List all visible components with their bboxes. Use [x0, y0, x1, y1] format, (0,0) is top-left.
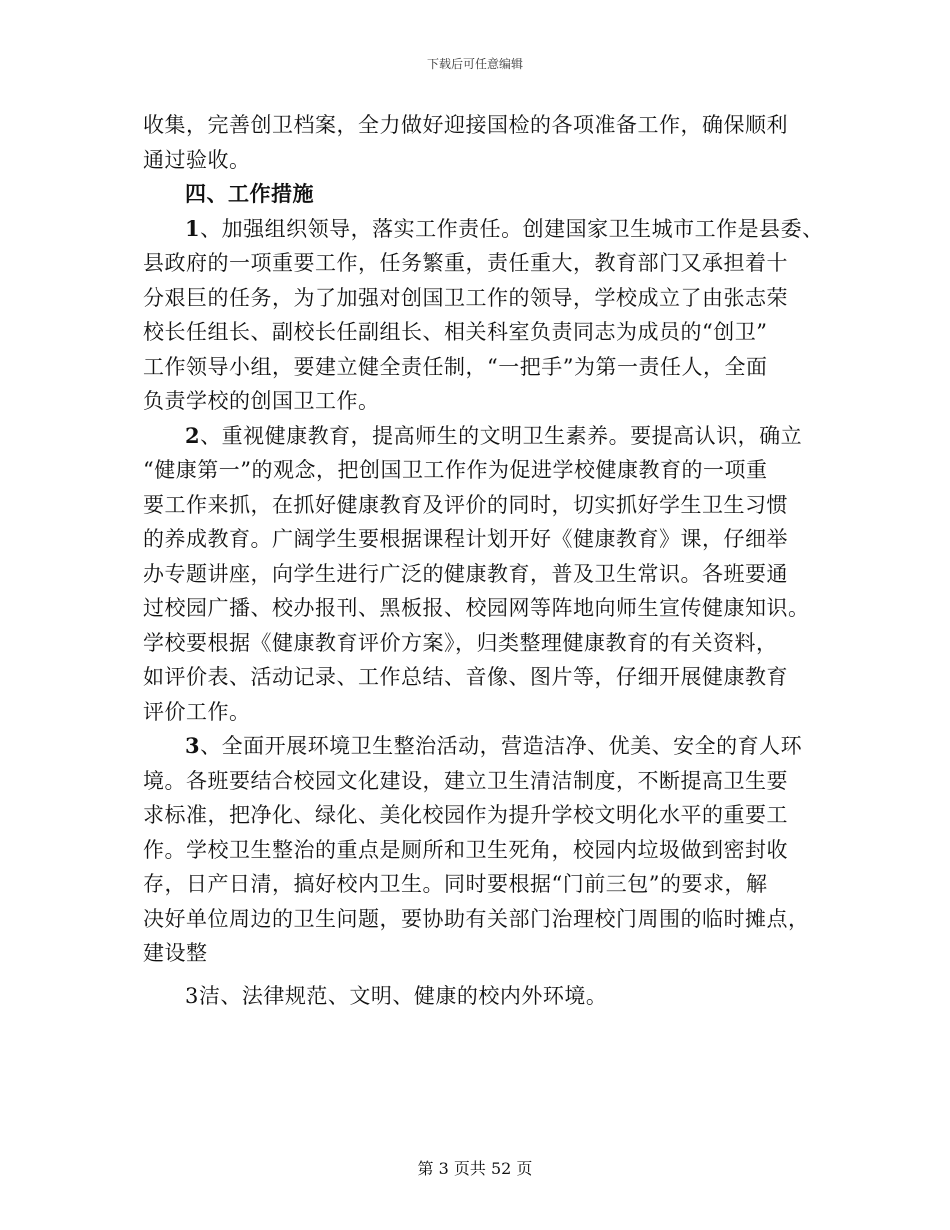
body-line: 建设整 — [143, 941, 208, 965]
body-line: 县政府的一项重要工作，任务繁重，责任重大，教育部门又承担着十 — [143, 251, 788, 275]
body-line: 决好单位周边的卫生问题，要协助有关部门治理校门周围的临时摊点， — [143, 906, 810, 931]
body-line: 过校园广播、校办报刊、黑板报、校园网等阵地向师生宣传健康知识。 — [143, 596, 810, 620]
body-line: 评价工作。 — [143, 699, 251, 724]
document-body — [143, 108, 823, 1013]
body-line: 分艰巨的任务，为了加强对创国卫工作的领导，学校成立了由张志荣 — [143, 285, 788, 310]
body-line: 办专题讲座，向学生进行广泛的健康教育，普及卫生常识。各班要通 — [143, 561, 788, 586]
page-number: 第 3 页共 52 页 — [417, 1159, 533, 1178]
body-line: 作。学校卫生整治的重点是厕所和卫生死角，校园内垃圾做到密封收 — [143, 837, 788, 862]
body-line: 工作领导小组，要建立健全责任制，“一把手”为第一责任人，全面 — [143, 354, 768, 379]
body-line: 要工作来抓，在抓好健康教育及评价的同时，切实抓好学生卫生习惯 — [143, 492, 788, 517]
body-line: 校长任组长、副校长任副组长、相关科室负责同志为成员的“创卫” — [143, 320, 768, 344]
body-line: 收集，完善创卫档案，全力做好迎接国检的各项准备工作，确保顺利 — [143, 113, 788, 137]
section-heading: 四、工作措施 — [185, 181, 314, 206]
measure-number: 1 — [185, 215, 201, 241]
measure-number: 3 — [185, 733, 201, 758]
measure-text: 、加强组织领导，落实工作责任。创建国家卫生城市工作是县委、 — [200, 216, 824, 241]
measure-number: 2 — [185, 422, 201, 448]
measure-3-first-line — [143, 729, 823, 764]
measure-text: 、全面开展环境卫生整治活动，营造洁净、优美、安全的育人环 — [200, 734, 803, 758]
body-line: 通过验收。 — [143, 147, 251, 172]
header-note: 下载后可任意编辑 — [426, 57, 523, 71]
body-line: 境。各班要结合校园文化建设，建立卫生清洁制度，不断提高卫生要 — [143, 768, 788, 793]
continuation-line: 3洁、法律规范、文明、健康的校内外环境。 — [185, 983, 608, 1008]
body-line: “健康第一”的观念，把创国卫工作作为促进学校健康教育的一项重 — [143, 458, 768, 482]
body-line: 学校要根据《健康教育评价方案》，归类整理健康教育的有关资料， — [143, 630, 778, 655]
body-line: 负责学校的创国卫工作。 — [143, 389, 380, 413]
body-line: 求标准，把净化、绿化、美化校园作为提升学校文明化水平的重要工 — [143, 803, 788, 827]
measure-1-first-line — [143, 212, 823, 247]
paragraph-gap — [143, 971, 823, 979]
body-line: 的养成教育。广阔学生要根据课程计划开好《健康教育》课，仔细举 — [143, 527, 788, 551]
body-line: 如评价表、活动记录、工作总结、音像、图片等，仔细开展健康教育 — [143, 665, 788, 689]
body-line: 存，日产日清，搞好校内卫生。同时要根据“门前三包”的要求，解 — [143, 872, 768, 896]
measure-2-first-line — [143, 419, 823, 454]
measure-text: 、重视健康教育，提高师生的文明卫生素养。要提高认识，确立 — [200, 423, 803, 448]
